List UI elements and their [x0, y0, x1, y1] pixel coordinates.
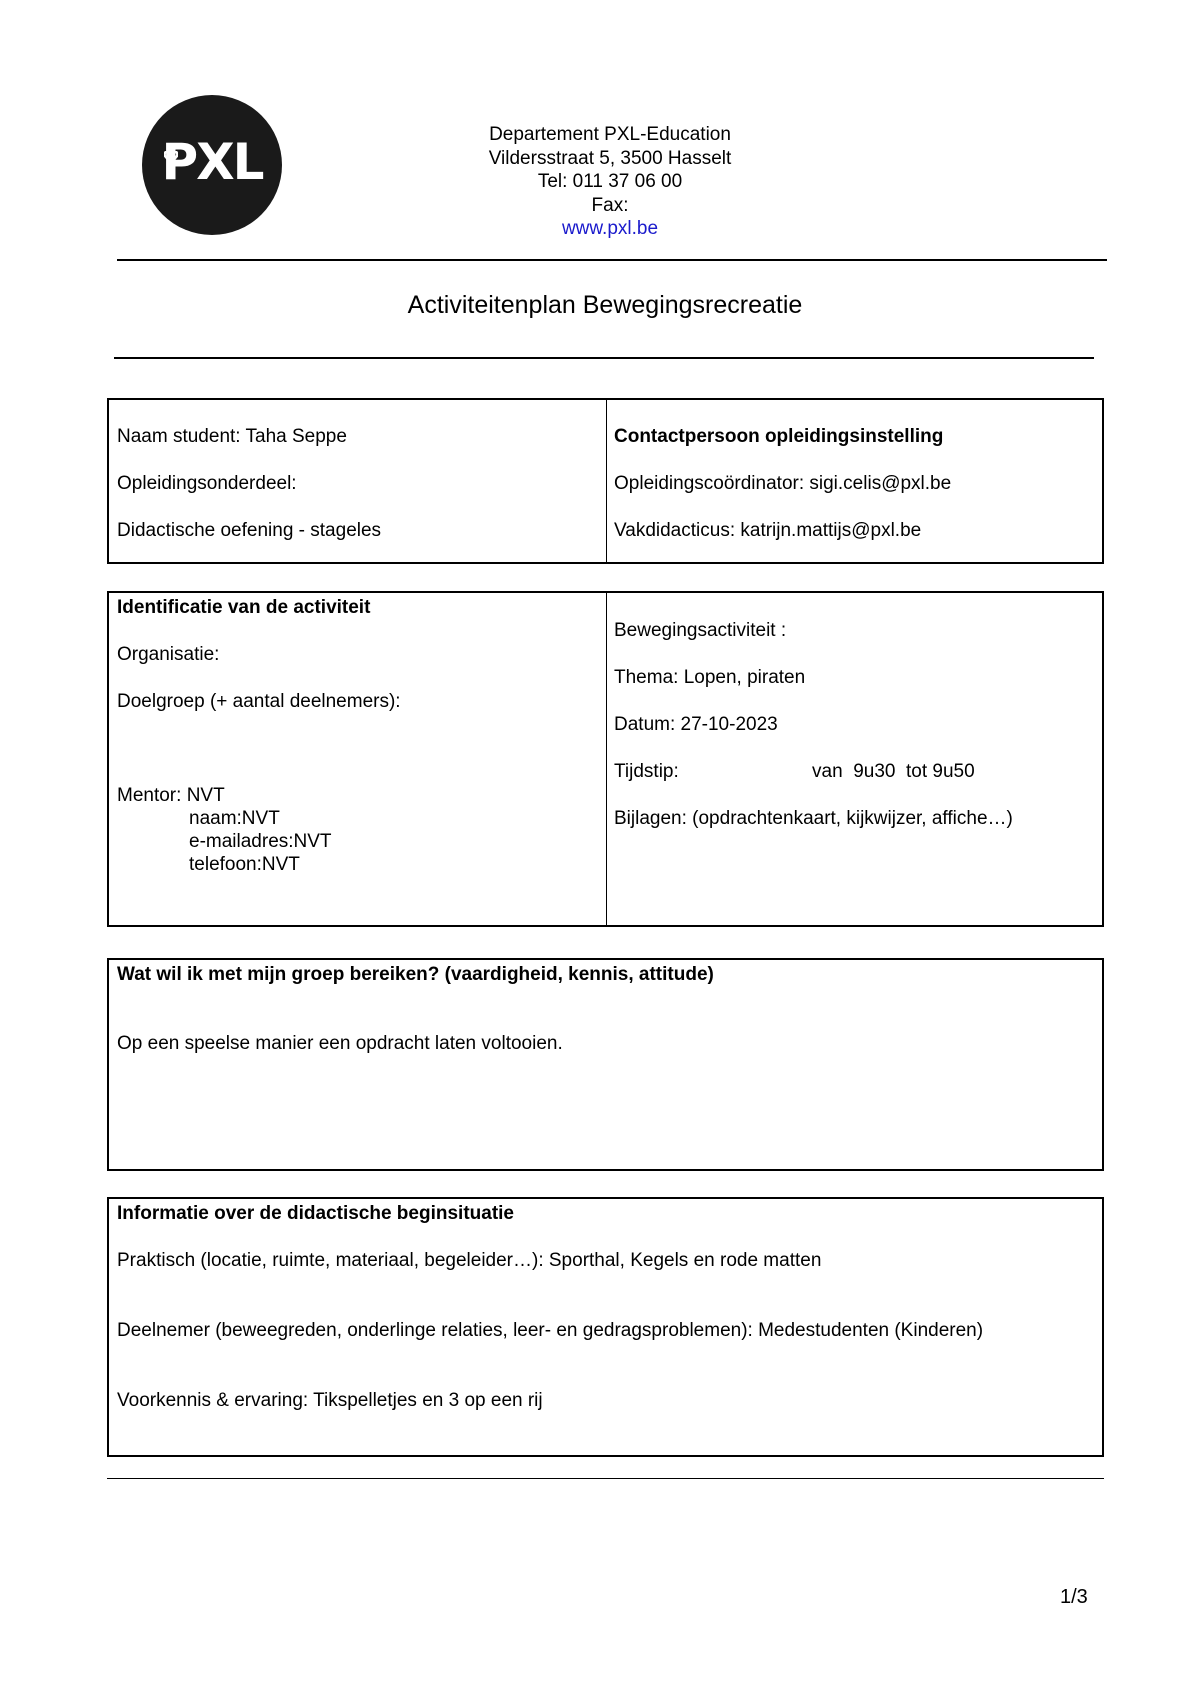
doelgroep: Doelgroep (+ aantal deelnemers):: [117, 691, 401, 712]
tijdstip-label: Tijdstip:: [614, 761, 679, 782]
bewegingsactiviteit: Bewegingsactiviteit :: [614, 620, 787, 641]
header-divider: [117, 259, 1107, 261]
student-name: Naam student: Taha Seppe: [117, 426, 347, 447]
bijlagen: Bijlagen: (opdrachtenkaart, kijkwijzer, affiche…): [614, 808, 1013, 829]
logo-text: PXL: [161, 133, 263, 191]
department-header: [400, 123, 820, 241]
vakdidacticus: Vakdidacticus: katrijn.mattijs@pxl.be: [614, 520, 922, 541]
mentor-email: e-mailadres:NVT: [189, 831, 332, 852]
datum: Datum: 27-10-2023: [614, 714, 778, 735]
tijdstip-value: van 9u30 tot 9u50: [812, 761, 975, 782]
pxl-logo: [142, 95, 282, 235]
goals-text: Op een speelse manier een opdracht laten voltooien.: [117, 1033, 563, 1054]
department-fax: Fax:: [591, 194, 629, 216]
praktisch: Praktisch (locatie, ruimte, materiaal, begeleider…): Sporthal, Kegels en rode matten: [117, 1250, 822, 1271]
mentor-block: [117, 784, 332, 876]
goals-heading: Wat wil ik met mijn groep bereiken? (vaardigheid, kennis, attitude): [117, 964, 714, 985]
didactische-oefening: Didactische oefening - stageles: [117, 520, 382, 541]
identification-box: [107, 591, 1104, 927]
title-divider: [114, 357, 1094, 359]
page-title: Activiteitenplan Bewegingsrecreatie: [407, 291, 803, 319]
voorkennis: Voorkennis & ervaring: Tikspelletjes en 3 op een rij: [117, 1390, 543, 1411]
department-name: Departement PXL-Education: [489, 124, 731, 145]
column-divider: [606, 400, 607, 562]
beginsituatie-box: [107, 1197, 1104, 1457]
thema: Thema: Lopen, piraten: [614, 667, 806, 688]
goals-box: [107, 958, 1104, 1171]
page-number: 1/3: [1060, 1586, 1088, 1608]
mentor: Mentor: NVT: [117, 785, 225, 806]
beginsituatie-heading: Informatie over de didactische beginsituatie: [117, 1203, 514, 1224]
organisatie: Organisatie:: [117, 644, 220, 665]
deelnemer: Deelnemer (beweegreden, onderlinge relaties, leer- en gedragsproblemen): Medestudenten (Kinderen): [117, 1320, 984, 1341]
footer-divider: [107, 1478, 1104, 1479]
student-info-box: [107, 398, 1104, 564]
column-divider: [606, 593, 607, 925]
mentor-telefoon: telefoon:NVT: [189, 854, 300, 875]
contact-heading: Contactpersoon opleidingsinstelling: [614, 426, 944, 447]
website-link[interactable]: www.pxl.be: [561, 218, 659, 239]
department-address: Vildersstraat 5, 3500 Hasselt: [488, 147, 732, 169]
mentor-naam: naam:NVT: [189, 808, 280, 829]
identification-heading: Identificatie van de activiteit: [117, 597, 371, 618]
department-tel: Tel: 011 37 06 00: [537, 171, 683, 192]
coordinator: Opleidingscoördinator: sigi.celis@pxl.be: [614, 473, 952, 494]
opleidingsonderdeel: Opleidingsonderdeel:: [117, 473, 297, 494]
